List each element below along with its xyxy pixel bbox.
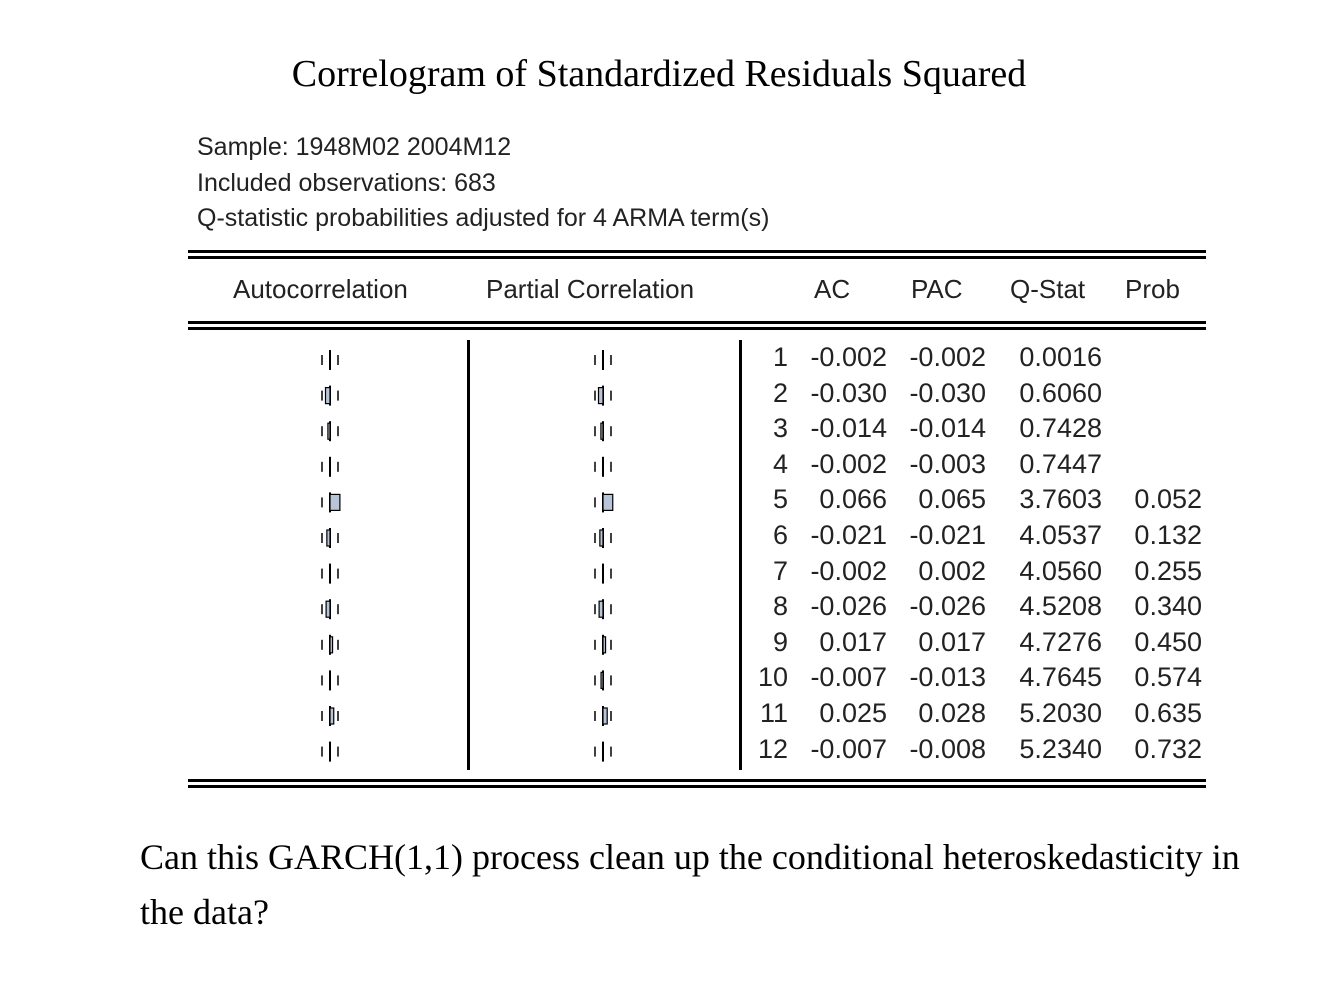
cell-lag-lag-9: 9 <box>772 626 788 657</box>
ac-bar-lag-8 <box>326 601 330 617</box>
header-autocorrelation: Autocorrelation <box>233 274 408 304</box>
ac-bar-lag-9 <box>330 637 333 653</box>
cell-q-lag-6: 4.0537 <box>1019 520 1102 550</box>
cell-q-lag-3: 0.7428 <box>1019 413 1102 444</box>
bottom-rule-1 <box>188 779 1206 782</box>
cell-pac-lag-8: -0.026 <box>909 591 986 622</box>
cell-pac-lag-11: 0.028 <box>918 698 986 728</box>
cell-lag-lag-5: 5 <box>772 484 788 515</box>
cell-ac-lag-1: -0.002 <box>810 342 887 372</box>
cell-lag-lag-4: 4 <box>772 448 788 479</box>
cell-prob-lag-6: 0.132 <box>1134 520 1202 550</box>
cell-prob-lag-5: 0.052 <box>1134 484 1202 515</box>
cell-lag-lag-6: 6 <box>772 520 788 550</box>
cell-lag-lag-10: 10 <box>757 662 788 693</box>
cell-q-lag-9: 4.7276 <box>1019 626 1102 657</box>
cell-prob-lag-8: 0.340 <box>1134 591 1202 622</box>
ac-bar-lag-5 <box>330 494 340 510</box>
question-text: Can this GARCH(1,1) process clean up the conditional heteroskedasticity in the data? <box>140 837 1240 932</box>
cell-prob-lag-7: 0.255 <box>1134 555 1202 586</box>
cell-ac-lag-3: -0.014 <box>810 413 887 444</box>
cell-pac-lag-4: -0.003 <box>909 448 986 479</box>
cell-prob-lag-9: 0.450 <box>1134 626 1202 657</box>
cell-pac-lag-3: -0.014 <box>909 413 986 444</box>
pac-bar-lag-3 <box>601 423 603 439</box>
pac-bar-lag-9 <box>603 637 606 653</box>
pac-bar-lag-2 <box>599 388 604 404</box>
cell-ac-lag-4: -0.002 <box>810 448 887 479</box>
observations-line: Included observations: 683 <box>197 169 496 197</box>
pac-bar-lag-10 <box>601 672 603 688</box>
ac-bar-lag-11 <box>330 708 334 724</box>
cell-q-lag-1: 0.0016 <box>1019 342 1102 372</box>
cell-q-lag-10: 4.7645 <box>1019 662 1102 693</box>
cell-ac-lag-2: -0.030 <box>810 377 887 408</box>
cell-pac-lag-5: 0.065 <box>918 484 986 515</box>
cell-ac-lag-7: -0.002 <box>810 555 887 586</box>
header-pac: PAC <box>911 274 963 304</box>
sample-line: Sample: 1948M02 2004M12 <box>197 133 512 161</box>
cell-lag-lag-7: 7 <box>772 555 788 586</box>
cell-lag-lag-8: 8 <box>772 591 788 622</box>
cell-pac-lag-6: -0.021 <box>909 520 986 550</box>
cell-q-lag-2: 0.6060 <box>1019 377 1102 408</box>
cell-ac-lag-11: 0.025 <box>819 698 887 728</box>
header-ac: AC <box>814 274 851 304</box>
cell-lag-lag-11: 11 <box>759 698 788 728</box>
adjusted-line: Q-statistic probabilities adjusted for 4 ARMA term(s) <box>197 204 770 232</box>
ac-bar-lag-2 <box>326 388 331 404</box>
pac-bar-lag-5 <box>603 494 613 510</box>
cell-pac-lag-7: 0.002 <box>918 555 986 586</box>
cell-q-lag-5: 3.7603 <box>1019 484 1102 515</box>
cell-prob-lag-11: 0.635 <box>1134 698 1202 728</box>
cell-lag-lag-2: 2 <box>772 377 788 408</box>
cell-ac-lag-12: -0.007 <box>810 733 887 764</box>
header-qstat: Q-Stat <box>1010 274 1086 304</box>
ac-bar-lag-6 <box>327 530 330 546</box>
bottom-rule-2 <box>188 785 1206 788</box>
cell-pac-lag-10: -0.013 <box>909 662 986 693</box>
cell-lag-lag-12: 12 <box>757 733 788 764</box>
cell-pac-lag-2: -0.030 <box>909 377 986 408</box>
pac-bar-lag-6 <box>600 530 603 546</box>
ac-bar-lag-3 <box>328 423 330 439</box>
cell-q-lag-12: 5.2340 <box>1019 733 1102 764</box>
header-prob: Prob <box>1125 274 1180 304</box>
pac-bar-lag-11 <box>603 708 607 724</box>
cell-ac-lag-10: -0.007 <box>810 662 887 693</box>
cell-ac-lag-6: -0.021 <box>810 520 887 550</box>
cell-pac-lag-1: -0.002 <box>909 342 986 372</box>
pac-bar-lag-8 <box>599 601 603 617</box>
cell-q-lag-11: 5.2030 <box>1019 698 1102 728</box>
cell-ac-lag-5: 0.066 <box>819 484 887 515</box>
cell-pac-lag-9: 0.017 <box>918 626 986 657</box>
cell-prob-lag-12: 0.732 <box>1134 733 1202 764</box>
cell-lag-lag-1: 1 <box>772 342 788 372</box>
cell-ac-lag-9: 0.017 <box>819 626 887 657</box>
cell-ac-lag-8: -0.026 <box>810 591 887 622</box>
cell-q-lag-7: 4.0560 <box>1019 555 1102 586</box>
cell-q-lag-8: 4.5208 <box>1019 591 1102 622</box>
cell-q-lag-4: 0.7447 <box>1019 448 1102 479</box>
cell-lag-lag-3: 3 <box>772 413 788 444</box>
header-partial-correlation: Partial Correlation <box>486 274 695 304</box>
page-title: Correlogram of Standardized Residuals Squared <box>291 53 1027 95</box>
cell-prob-lag-10: 0.574 <box>1134 662 1202 693</box>
cell-pac-lag-12: -0.008 <box>909 733 986 764</box>
